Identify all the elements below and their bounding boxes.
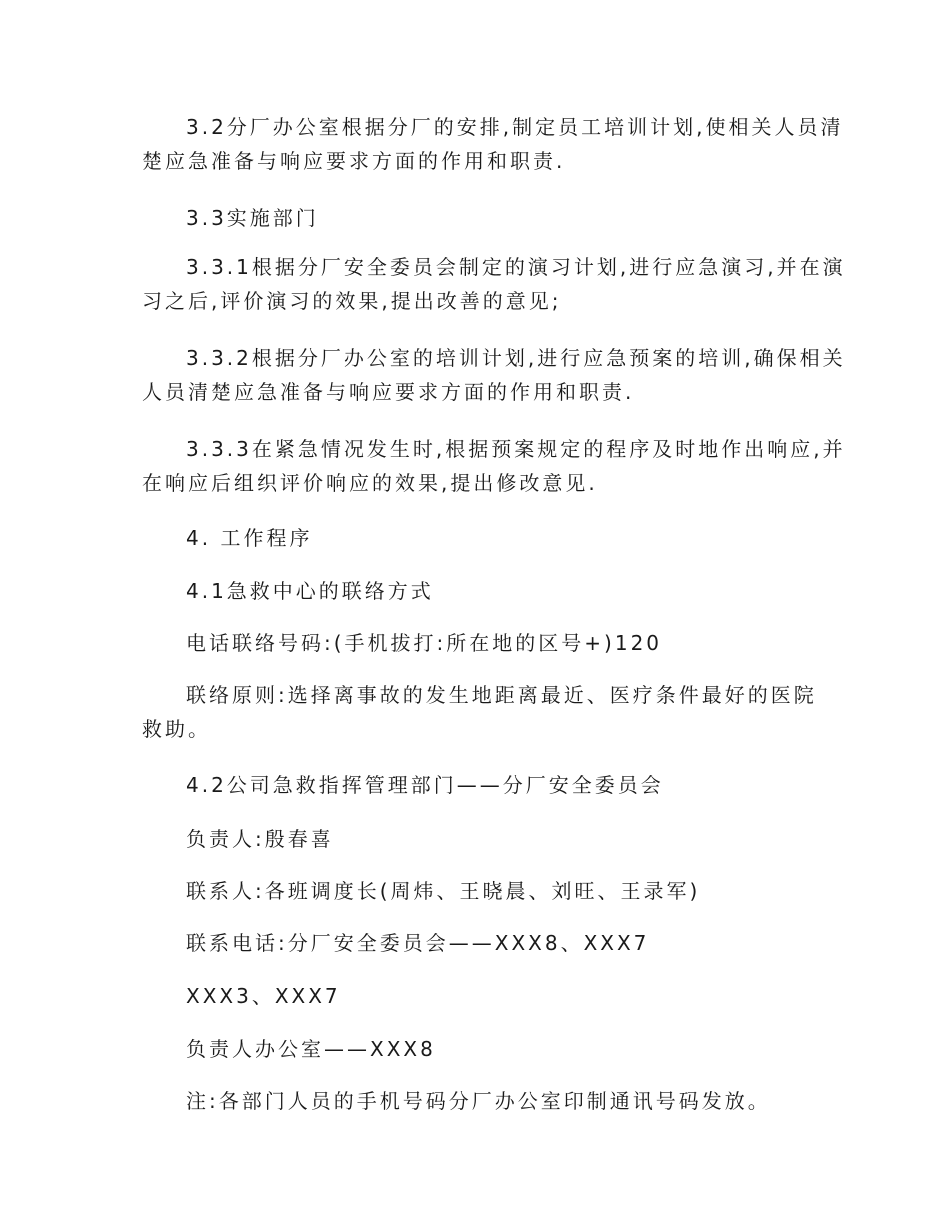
- paragraph-line: 联络原则:选择离事故的发生地距离最近、医疗条件最好的医院: [186, 683, 817, 707]
- contact-phone: [186, 926, 854, 960]
- heading-3-3: [186, 201, 854, 235]
- heading-text: 3.3实施部门: [186, 206, 319, 230]
- office-phone: [186, 1032, 854, 1066]
- heading-text: 4.2公司急救指挥管理部门——分厂安全委员会: [186, 773, 664, 797]
- heading-4-1: [186, 574, 854, 608]
- paragraph-line: 在响应后组织评价响应的效果,提出修改意见.: [142, 471, 598, 495]
- paragraph-line: 3.3.3在紧急情况发生时,根据预案规定的程序及时地作出响应,并: [186, 437, 846, 461]
- paragraph-3-3-1: [142, 250, 846, 318]
- contact-principle: [142, 678, 817, 746]
- paragraph-line: 习之后,评价演习的效果,提出改善的意见;: [142, 289, 562, 313]
- paragraph-line: 负责人办公室——XXX8: [186, 1037, 436, 1061]
- paragraph-line: XXX3、XXX7: [186, 984, 341, 1008]
- heading-text: 4.1急救中心的联络方式: [186, 579, 434, 603]
- paragraph-line: 救助。: [142, 717, 211, 741]
- paragraph-line: 3.3.2根据分厂办公室的培训计划,进行应急预案的培训,确保相关: [186, 346, 846, 370]
- phone-number-line: [186, 626, 854, 660]
- paragraph-line: 注:各部门人员的手机号码分厂办公室印制通讯号码发放。: [186, 1089, 771, 1113]
- paragraph-line: 联系人:各班调度长(周炜、王晓晨、刘旺、王录军): [186, 879, 701, 903]
- contact-person: [186, 874, 854, 908]
- heading-4-2: [186, 768, 854, 802]
- contact-phone-continued: [186, 979, 854, 1013]
- heading-text: 4. 工作程序: [186, 526, 313, 550]
- paragraph-line: 人员清楚应急准备与响应要求方面的作用和职责.: [142, 380, 635, 404]
- paragraph-line: 楚应急准备与响应要求方面的作用和职责.: [142, 149, 566, 173]
- paragraph-3-3-2: [142, 341, 846, 409]
- paragraph-3-2: [142, 110, 844, 178]
- paragraph-3-3-3: [142, 432, 846, 500]
- paragraph-line: 3.2分厂办公室根据分厂的安排,制定员工培训计划,使相关人员清: [186, 115, 844, 139]
- heading-4: [186, 521, 854, 555]
- note: [186, 1084, 854, 1118]
- person-in-charge: [186, 822, 854, 856]
- paragraph-line: 负责人:殷春喜: [186, 827, 334, 851]
- paragraph-line: 3.3.1根据分厂安全委员会制定的演习计划,进行应急演习,并在演: [186, 255, 846, 279]
- paragraph-line: 电话联络号码:(手机拔打:所在地的区号+)120: [186, 631, 663, 655]
- paragraph-line: 联系电话:分厂安全委员会——XXX8、XXX7: [186, 931, 650, 955]
